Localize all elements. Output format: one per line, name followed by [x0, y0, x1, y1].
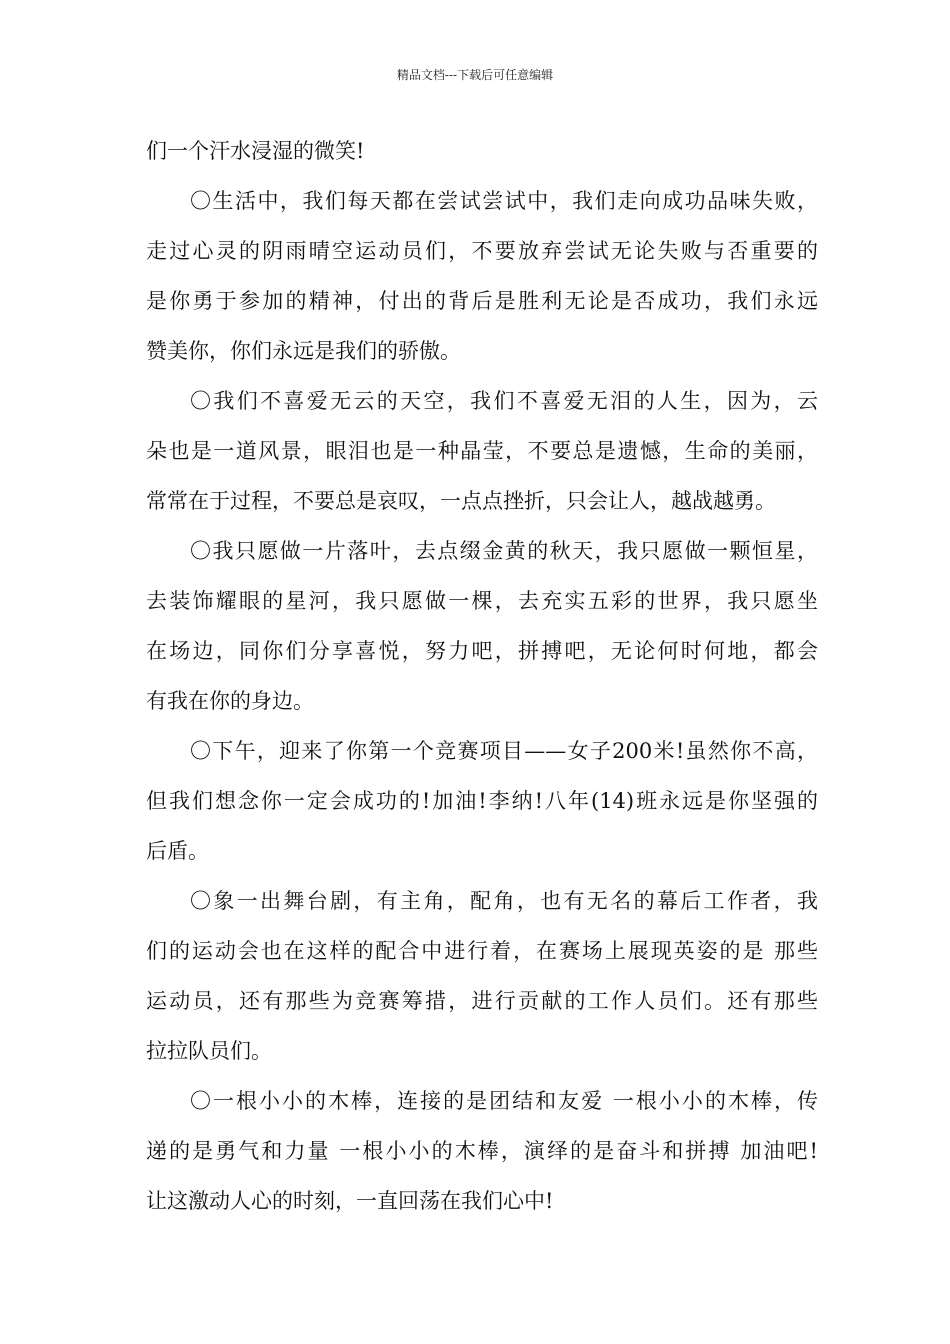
text-line: 〇我们不喜爱无云的天空，我们不喜爱无泪的人生，因为，云 — [190, 389, 818, 413]
text-line: 有我在你的身边。 — [146, 689, 314, 713]
text-line: 〇一根小小的木棒，连接的是团结和友爱 一根小小的木棒，传 — [190, 1089, 818, 1113]
text-line: 递的是勇气和力量 一根小小的木棒，演绎的是奋斗和拼搏 加油吧! — [146, 1139, 818, 1163]
paragraph — [146, 1076, 818, 1226]
text-line: 让这激动人心的时刻，一直回荡在我们心中! — [146, 1189, 554, 1213]
text-line: 是你勇于参加的精神，付出的背后是胜利无论是否成功，我们永远 — [146, 289, 818, 313]
text-line: 拉拉队员们。 — [146, 1039, 272, 1063]
paragraph — [146, 126, 818, 176]
text-line: 常常在于过程，不要总是哀叹，一点点挫折，只会让人，越战越勇。 — [146, 489, 776, 513]
text-line: 运动员，还有那些为竞赛筹措，进行贡献的工作人员们。还有那些 — [146, 989, 818, 1013]
text-line: 〇下午，迎来了你第一个竞赛项目——女子200米!虽然你不高， — [190, 739, 818, 763]
text-line: 〇生活中，我们每天都在尝试尝试中，我们走向成功品味失败， — [190, 189, 818, 213]
text-line: 们一个汗水浸湿的微笑! — [146, 139, 365, 163]
paragraph — [146, 176, 818, 376]
page-header: 精品文档---下载后可任意编辑 — [396, 68, 554, 82]
text-line: 赞美你，你们永远是我们的骄傲。 — [146, 339, 461, 363]
text-line: 在场边，同你们分享喜悦，努力吧，拼搏吧，无论何时何地，都会 — [146, 639, 818, 663]
text-line: 走过心灵的阴雨晴空运动员们，不要放弃尝试无论失败与否重要的 — [146, 239, 818, 263]
text-line: 去装饰耀眼的星河，我只愿做一棵，去充实五彩的世界，我只愿坐 — [146, 589, 818, 613]
document-body — [146, 126, 818, 1226]
text-line: 后盾。 — [146, 839, 209, 863]
text-line: 但我们想念你一定会成功的!加油!李纳!八年(14)班永远是你坚强的 — [146, 789, 818, 813]
paragraph — [146, 526, 818, 726]
paragraph — [146, 726, 818, 876]
text-line: 〇我只愿做一片落叶，去点缀金黄的秋天，我只愿做一颗恒星， — [190, 539, 818, 563]
text-line: 们的运动会也在这样的配合中进行着，在赛场上展现英姿的是 那些 — [146, 939, 818, 963]
text-line: 朵也是一道风景，眼泪也是一种晶莹，不要总是遗憾，生命的美丽， — [146, 439, 818, 463]
paragraph — [146, 876, 818, 1076]
paragraph — [146, 376, 818, 526]
text-line: 〇象一出舞台剧，有主角，配角，也有无名的幕后工作者，我 — [190, 889, 818, 913]
